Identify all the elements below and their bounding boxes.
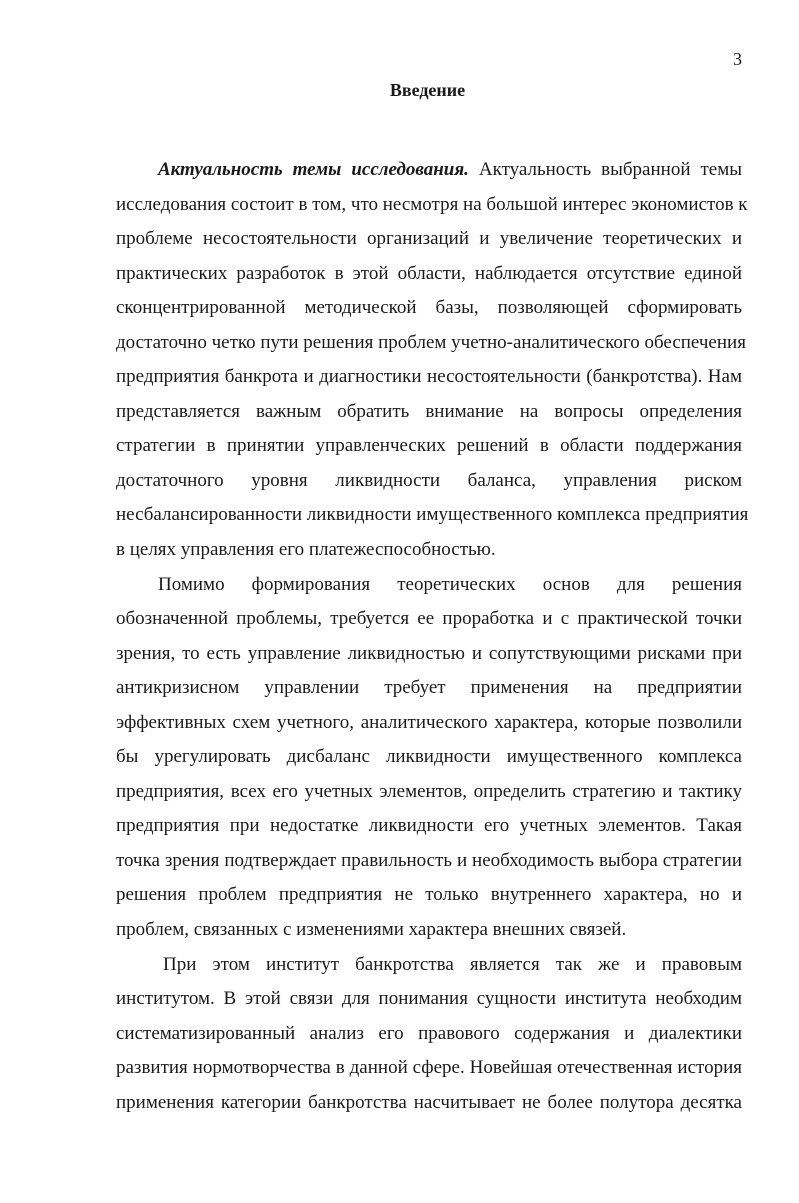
paragraph-1-line-1-text: Актуальность выбранной темы <box>468 159 742 180</box>
paragraph-2-line-2: обозначенной проблемы, требуется ее проработка и с практической точки <box>116 608 742 630</box>
paragraph-2-line-3: зрения, то есть управление ликвидностью и сопутствующими рисками при <box>116 642 742 664</box>
paragraph-1-line-2: исследования состоит в том, что несмотря на большой интерес экономистов к <box>116 193 748 215</box>
paragraph-2-line-11: проблем, связанных с изменениями характера внешних связей. <box>116 919 627 941</box>
paragraph-2-line-8: предприятия при недостатке ликвидности его учетных элементов. Такая <box>116 815 742 837</box>
paragraph-1-line-12: в целях управления его платежеспособностью. <box>116 539 496 561</box>
paragraph-3-line-4: развития нормотворчества в данной сфере. Новейшая отечественная история <box>116 1057 742 1079</box>
page-number: 3 <box>733 49 742 69</box>
paragraph-1-line-11: несбалансированности ликвидности имущественного комплекса предприятия <box>116 504 749 526</box>
paragraph-2-line-6: бы урегулировать дисбаланс ликвидности имущественного комплекса <box>116 746 742 768</box>
page-title: Введение <box>389 80 466 100</box>
paragraph-1-line-10: достаточного уровня ликвидности баланса, управления риском <box>116 469 742 491</box>
paragraph-2-line-4: антикризисном управлении требует применения на предприятии <box>116 677 742 699</box>
paragraph-2-line-5: эффективных схем учетного, аналитического характера, которые позволили <box>116 711 742 733</box>
paragraph-2-line-9: точка зрения подтверждает правильность и необходимость выбора стратегии <box>116 849 742 871</box>
paragraph-2-line-7: предприятия, всех его учетных элементов, определить стратегию и тактику <box>116 780 742 802</box>
paragraph-1-line-8: представляется важным обратить внимание на вопросы определения <box>116 400 742 422</box>
paragraph-2-line-10: решения проблем предприятия не только внутреннего характера, но и <box>116 884 742 906</box>
paragraph-1-line-6: достаточно четко пути решения проблем учетно-аналитического обеспечения <box>116 331 746 353</box>
paragraph-1-line-1 <box>116 153 742 188</box>
paragraph-3-line-3: систематизированный анализ его правового содержания и диалектики <box>116 1022 742 1044</box>
paragraph-2-line-1: Помимо формирования теоретических основ для решения <box>158 573 742 595</box>
paragraph-1-line-9: стратегии в принятии управленческих решений в области поддержания <box>116 435 742 457</box>
paragraph-1-lead-label: Актуальность темы исследования. <box>158 159 469 180</box>
paragraph-1-line-7: предприятия банкрота и диагностики несостоятельности (банкротства). Нам <box>116 366 742 388</box>
paragraph-1-line-4: практических разработок в этой области, наблюдается отсутствие единой <box>116 262 742 284</box>
paragraph-1-line-3: проблеме несостоятельности организаций и увеличение теоретических и <box>116 228 742 250</box>
paragraph-3-line-1: При этом институт банкротства является так же и правовым <box>163 953 742 975</box>
paragraph-3-line-2: институтом. В этой связи для понимания сущности института необходим <box>116 988 742 1010</box>
body-text <box>116 153 749 1120</box>
paragraph-1-line-5: сконцентрированной методической базы, позволяющей сформировать <box>116 297 742 319</box>
paragraph-3-line-5: применения категории банкротства насчитывает не более полутора десятка <box>116 1091 742 1113</box>
